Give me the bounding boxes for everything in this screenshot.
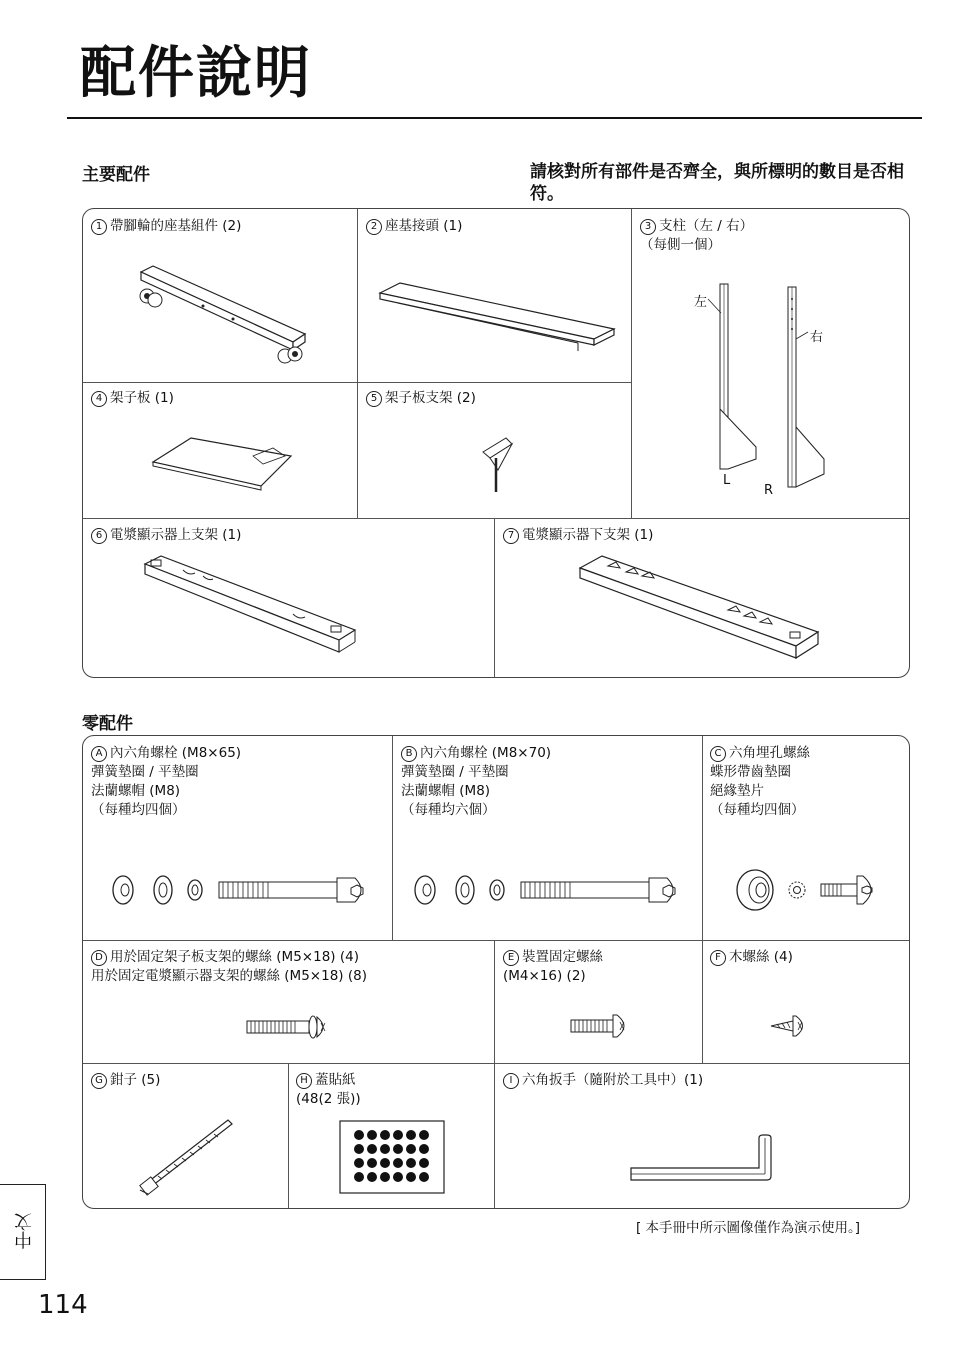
pillar-R-mark: R: [764, 483, 774, 498]
page-title: 配件說明: [80, 41, 312, 106]
shelf-board-illustration: [151, 434, 296, 494]
acc-E-label: E 裝置固定螺絲 (M4×16) (2): [503, 949, 603, 984]
part-6-label: 6 電漿顯示器上支架 (1): [91, 526, 241, 545]
part-4-label: 4 架子板 (1): [91, 389, 174, 408]
accessories-heading: 零配件: [82, 714, 133, 734]
page-number: 114: [38, 1290, 88, 1320]
screw-set-C-illustration: [735, 868, 885, 912]
acc-D-label: D 用於固定架子板支架的螺絲 (M5×18) (4) 用於固定電漿顯示器支架的螺絲 (M5×18) (8): [91, 949, 367, 984]
pillar-illustration: [678, 269, 878, 499]
title-divider: [67, 117, 922, 119]
pillar-L-mark: L: [723, 473, 731, 488]
footnote: [ 本手冊中所示圖像僅作為演示使用。]: [636, 1220, 861, 1236]
pillar-right-label: 右: [810, 330, 824, 345]
acc-A-label: A 內六角螺栓 (M8×65) 彈簧墊圈 / 平墊圈 法蘭螺帽 (M8) （每種均四個）: [91, 745, 242, 818]
bolt-set-A-illustration: [111, 872, 371, 908]
cover-seal-H-illustration: [339, 1120, 445, 1194]
cable-tie-G-illustration: [138, 1116, 238, 1198]
language-tab-label: 中文: [14, 1213, 35, 1249]
shelf-bracket-illustration: [478, 434, 518, 494]
screw-D-illustration: [243, 1012, 333, 1042]
part-5-label: 5 架子板支架 (2): [366, 389, 476, 408]
acc-F-label: F 木螺絲 (4): [710, 948, 793, 967]
part-3-label: 3 支柱（左 / 右） （每側一個）: [640, 218, 754, 253]
base-caster-illustration: [133, 264, 323, 369]
main-parts-heading: 主要配件: [82, 165, 150, 185]
lower-bracket-illustration: [578, 554, 828, 669]
part-2-label: 2 座基接頭 (1): [366, 217, 462, 236]
upper-bracket-illustration: [143, 554, 363, 664]
acc-C-label: C 六角埋孔螺絲 蝶形帶齒墊圈 絕緣墊片 （每種均四個）: [710, 745, 810, 818]
acc-B-label: B 內六角螺栓 (M8×70) 彈簧墊圈 / 平墊圈 法蘭螺帽 (M8) （每種均六個）: [401, 745, 552, 818]
main-parts-box: [82, 208, 910, 678]
accessories-box: [82, 735, 910, 1209]
wood-screw-F-illustration: [769, 1012, 813, 1040]
acc-G-label: G 鉗子 (5): [91, 1071, 160, 1090]
language-tab: [0, 1184, 46, 1280]
pillar-left-label: 左: [694, 295, 708, 310]
base-joint-illustration: [378, 281, 618, 356]
acc-H-label: H 蓋貼紙 (48(2 張)): [296, 1072, 361, 1107]
part-7-label: 7 電漿顯示器下支架 (1): [503, 526, 653, 545]
part-1-label: 1 帶腳輪的座基組件 (2): [91, 217, 241, 236]
hex-wrench-I-illustration: [629, 1134, 777, 1184]
screw-E-illustration: [569, 1012, 639, 1040]
acc-I-label: I 六角扳手（隨附於工具中）(1): [503, 1071, 703, 1090]
bolt-set-B-illustration: [413, 872, 693, 908]
check-note: 請核對所有部件是否齊全，與所標明的數目是否相符。: [530, 162, 904, 204]
